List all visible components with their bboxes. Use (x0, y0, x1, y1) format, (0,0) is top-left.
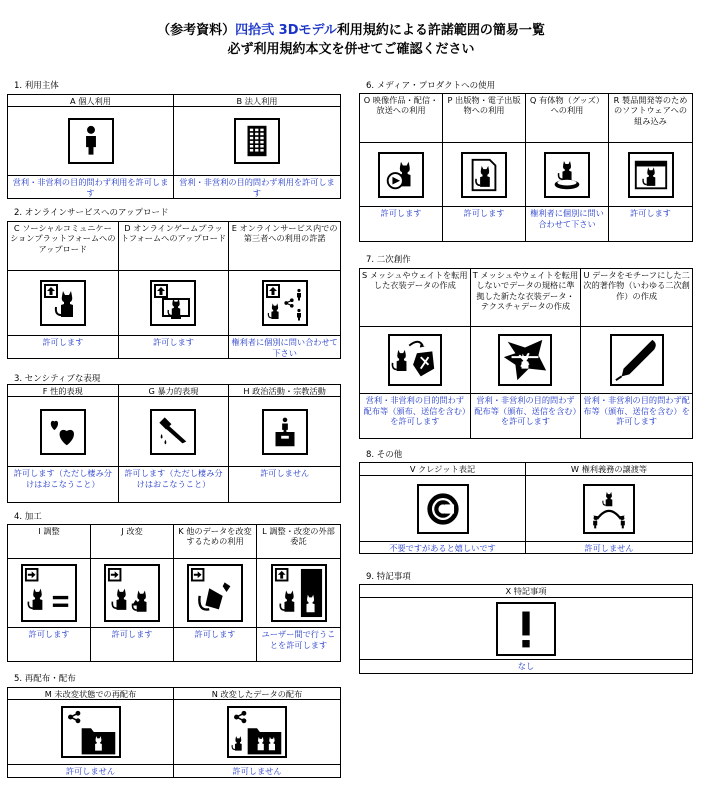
permission-result: 許可します (8, 627, 90, 661)
section-3-table (7, 384, 341, 503)
section-4-table (7, 524, 341, 662)
permission-header: K 他のデータを改変するための利用 (174, 525, 256, 559)
permission-header: Q 有体物（グッズ）への利用 (526, 94, 608, 143)
permission-header: O 映像作品・配信・放送への利用 (360, 94, 442, 143)
permission-header: B 法人利用 (174, 95, 340, 107)
permission-result: 許可します (609, 206, 692, 241)
permission-result: ユーザー間で行うことを許可します (257, 627, 340, 661)
redistribute-icon (61, 706, 121, 758)
permission-result: 営利・非営利の目的問わず利用を許可します (8, 175, 173, 198)
permission-result: 営利・非営利の目的問わず配布等（頒布、送信を含む）を許可します (471, 393, 581, 438)
permission-header: H 政治活動・宗教活動 (229, 385, 340, 397)
permission-result: 許可します（ただし棲み分けはおこなうこと） (119, 466, 229, 502)
permission-header: D オンラインゲームプラットフォームへのアップロード (119, 222, 229, 271)
distribute-modified-icon (227, 706, 287, 758)
permission-header: P 出版物・電子出版物への利用 (443, 94, 525, 143)
section-2-table (7, 221, 341, 359)
permission-cell (443, 94, 526, 241)
permission-result: 許可します (360, 206, 442, 241)
share-users-icon (262, 280, 308, 326)
permission-header: A 個人利用 (8, 95, 173, 107)
section-9-table (359, 584, 693, 674)
permission-cell (174, 688, 340, 777)
permission-cell (229, 222, 340, 358)
permission-cell (91, 525, 174, 661)
section-8-label: 8. その他 (366, 450, 403, 460)
exclamation-icon (496, 602, 556, 656)
permission-result: なし (360, 659, 692, 673)
copyright-icon (417, 484, 469, 534)
page-title (0, 22, 702, 39)
section-6-table (359, 93, 693, 242)
publication-icon (461, 152, 507, 198)
section-3-label: 3. センシティブな表現 (14, 374, 101, 384)
permission-cell (257, 525, 340, 661)
permission-cell (526, 94, 609, 241)
section-1-table (7, 94, 341, 199)
permission-result: 許可しません (8, 764, 173, 777)
permission-cell (8, 385, 119, 502)
software-icon (628, 152, 674, 198)
permission-cell (174, 95, 340, 198)
upload-cat-icon (40, 280, 86, 326)
permission-cell (8, 222, 119, 358)
title-model-name: 四拾弐 3Dモデル (235, 23, 337, 38)
permission-header: W 権利義務の譲渡等 (526, 463, 692, 476)
pen-icon (610, 334, 664, 386)
mesh-transfer-icon (388, 334, 442, 386)
permission-header: C ソーシャルコミュニケーションプラットフォームへのアップロード (8, 222, 118, 271)
permission-header: E オンラインサービス内での第三者への利用の許諾 (229, 222, 340, 271)
permission-cell (119, 222, 230, 358)
section-5-label: 5. 再配布・配布 (14, 674, 76, 684)
permission-cell (360, 463, 526, 553)
permission-header: L 調整・改変の外部委託 (257, 525, 340, 559)
permission-header: T メッシュやウェイトを転用しないでデータの規格に準拠した新たな衣装データ・テクスチャデータの作成 (471, 269, 581, 327)
permission-cell (360, 94, 443, 241)
building-icon (234, 118, 280, 164)
section-4-label: 4. 加工 (14, 512, 42, 522)
goods-icon (544, 152, 590, 198)
permission-cell (360, 269, 471, 438)
video-icon (378, 152, 424, 198)
upload-monitor-icon (150, 280, 196, 326)
section-9-label: 9. 特記事項 (366, 572, 411, 582)
permission-cell (581, 269, 692, 438)
permission-result: 許可しません (526, 541, 692, 553)
modify-icon (104, 564, 160, 622)
permission-cell (8, 525, 91, 661)
permission-result: 許可しません (229, 466, 340, 502)
permission-result: 営利・非営利の目的問わず配布等（頒布、送信を含む）を許可します (360, 393, 470, 438)
other-data-icon (187, 564, 243, 622)
section-8-table (359, 462, 693, 554)
knife-icon (150, 409, 196, 455)
permission-header: V クレジット表記 (360, 463, 525, 476)
permission-header: M 未改変状態での再配布 (8, 688, 173, 700)
permission-header: R 製品開発等のためのソフトウェアへの組み込み (609, 94, 692, 143)
permission-result: 許可します (174, 627, 256, 661)
permission-result: 許可しません (174, 764, 340, 777)
permission-cell (471, 269, 582, 438)
permission-result: 権利者に個別に問い合わせて下さい (229, 335, 340, 358)
title-prefix: （参考資料） (157, 23, 236, 38)
permission-header: I 調整 (8, 525, 90, 559)
section-7-label: 7. 二次創作 (366, 255, 411, 265)
permission-result: 許可します (443, 206, 525, 241)
permission-result: 許可します (119, 335, 229, 358)
permission-result: 権利者に個別に問い合わせて下さい (526, 206, 608, 241)
permission-header: N 改変したデータの配布 (174, 688, 340, 700)
adjust-icon (21, 564, 77, 622)
permission-header: X 特記事項 (360, 585, 692, 598)
permission-cell (119, 385, 230, 502)
permission-result: 許可します (91, 627, 173, 661)
section-5-table (7, 687, 341, 778)
title-suffix: 利用規約による許諾範囲の簡易一覧 (336, 23, 545, 38)
podium-icon (262, 409, 308, 455)
new-data-icon (498, 334, 552, 386)
permission-cell (609, 94, 692, 241)
permission-header: J 改変 (91, 525, 173, 559)
transfer-icon (583, 484, 635, 534)
permission-cell (8, 688, 174, 777)
permission-header: G 暴力的表現 (119, 385, 229, 397)
section-6-label: 6. メディア・プロダクトへの使用 (366, 81, 496, 91)
permission-cell (360, 585, 692, 673)
outsource-icon (271, 564, 327, 622)
section-1-label: 1. 利用主体 (14, 81, 59, 91)
permission-header: U データをモチーフにした二次的著作物（いわゆる二次創作）の作成 (581, 269, 692, 327)
permission-cell (8, 95, 174, 198)
person-icon (68, 118, 114, 164)
permission-cell (526, 463, 692, 553)
permission-header: S メッシュやウェイトを転用した衣装データの作成 (360, 269, 470, 327)
permission-result: 許可します (8, 335, 118, 358)
page-subtitle: 必ず利用規約本文を併せてご確認ください (227, 42, 475, 57)
section-7-table (359, 268, 693, 439)
permission-cell (174, 525, 257, 661)
section-2-label: 2. オンラインサービスへのアップロード (14, 208, 169, 218)
permission-header: F 性的表現 (8, 385, 118, 397)
permission-result: 不要ですがあると嬉しいです (360, 541, 525, 553)
permission-result: 営利・非営利の目的問わず配布等（頒布、送信を含む）を許可します (581, 393, 692, 438)
hearts-icon (40, 409, 86, 455)
permission-result: 許可します（ただし棲み分けはおこなうこと） (8, 466, 118, 502)
permission-result: 営利・非営利の目的問わず利用を許可します (174, 175, 340, 198)
permission-cell (229, 385, 340, 502)
